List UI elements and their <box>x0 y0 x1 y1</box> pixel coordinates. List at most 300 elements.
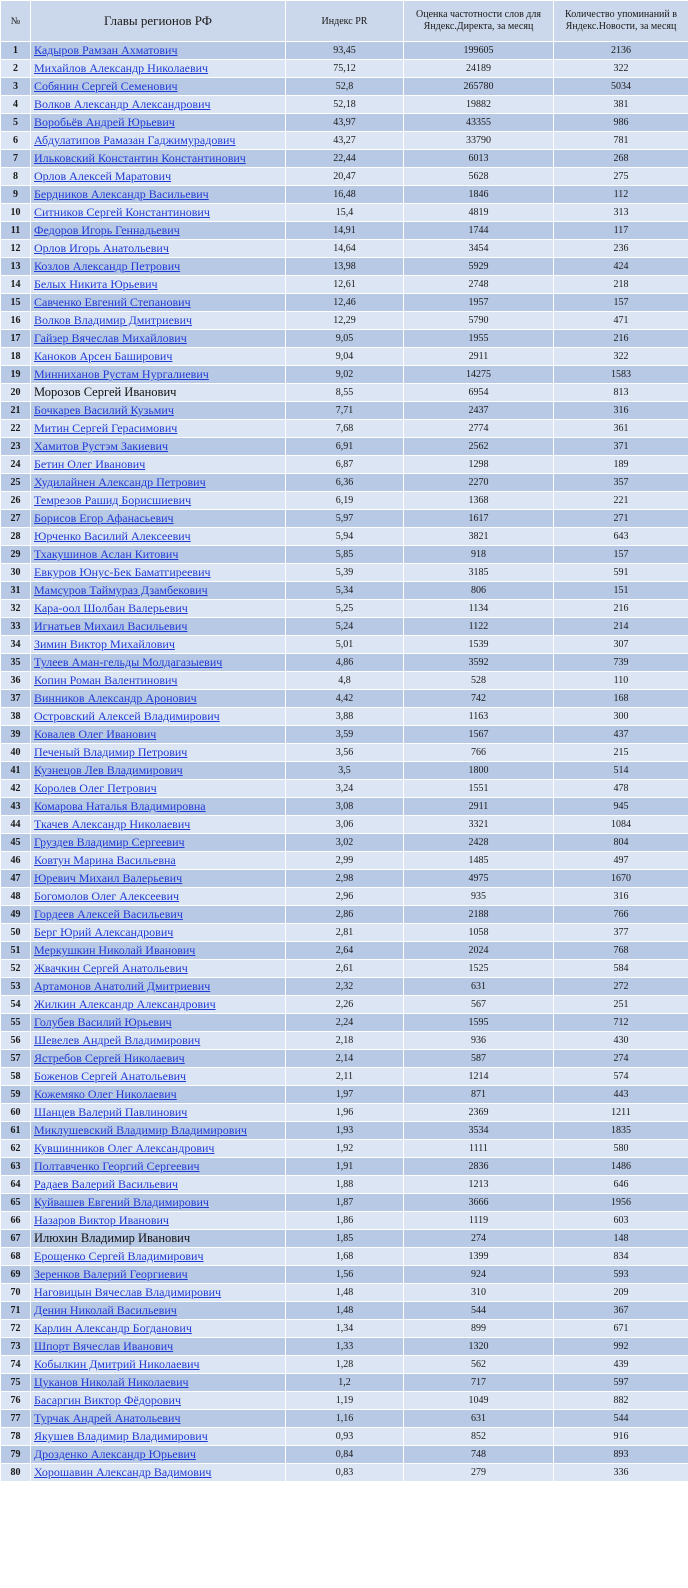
frequency-value: 1163 <box>404 708 554 726</box>
governor-name-link[interactable]: Ильковский Константин Константинович <box>34 151 246 165</box>
row-number: 14 <box>1 276 31 294</box>
governor-name-cell <box>31 204 286 222</box>
pr-index-value: 2,32 <box>286 978 404 996</box>
governor-name-cell <box>31 60 286 78</box>
header-num: № <box>1 1 31 42</box>
row-number: 79 <box>1 1446 31 1464</box>
governor-name-link[interactable]: Винников Александр Аронович <box>34 691 197 705</box>
frequency-value: 5790 <box>404 312 554 330</box>
governor-name-cell <box>31 762 286 780</box>
table-row <box>1 978 688 996</box>
frequency-value: 1567 <box>404 726 554 744</box>
row-number: 15 <box>1 294 31 312</box>
mentions-value: 497 <box>554 852 688 870</box>
frequency-value: 766 <box>404 744 554 762</box>
row-number: 28 <box>1 528 31 546</box>
governor-name-link[interactable]: Тхакушинов Аслан Китович <box>34 547 179 561</box>
frequency-value: 1134 <box>404 600 554 618</box>
governor-name-link[interactable]: Бердников Александр Васильевич <box>34 187 209 201</box>
pr-index-value: 2,86 <box>286 906 404 924</box>
governor-name-link[interactable]: Королев Олег Петрович <box>34 781 157 795</box>
mentions-value: 882 <box>554 1392 688 1410</box>
governor-name-link[interactable]: Минниханов Рустам Нургалиевич <box>34 367 209 381</box>
governor-name-link[interactable]: Жилкин Александр Александрович <box>34 997 216 1011</box>
row-number: 30 <box>1 564 31 582</box>
row-number: 44 <box>1 816 31 834</box>
table-row <box>1 564 688 582</box>
mentions-value: 268 <box>554 150 688 168</box>
governor-name-link[interactable]: Дрозденко Александр Юрьевич <box>34 1447 196 1461</box>
table-row <box>1 402 688 420</box>
frequency-value: 1551 <box>404 780 554 798</box>
table-row <box>1 1068 688 1086</box>
governor-name-cell <box>31 528 286 546</box>
table-row <box>1 1194 688 1212</box>
row-number: 49 <box>1 906 31 924</box>
frequency-value: 2369 <box>404 1104 554 1122</box>
frequency-value: 1957 <box>404 294 554 312</box>
table-row <box>1 294 688 312</box>
pr-index-value: 3,56 <box>286 744 404 762</box>
governor-name-link[interactable]: Якушев Владимир Владимирович <box>34 1429 208 1443</box>
table-row <box>1 150 688 168</box>
table-row <box>1 366 688 384</box>
governor-name-link[interactable]: Кобылкин Дмитрий Николаевич <box>34 1357 200 1371</box>
row-number: 70 <box>1 1284 31 1302</box>
mentions-value: 580 <box>554 1140 688 1158</box>
mentions-value: 471 <box>554 312 688 330</box>
row-number: 39 <box>1 726 31 744</box>
governor-name-link[interactable]: Орлов Алексей Маратович <box>34 169 172 183</box>
governor-name-cell <box>31 942 286 960</box>
governor-name-link[interactable]: Ковалев Олег Иванович <box>34 727 157 741</box>
governor-name-link[interactable]: Мамсуров Таймураз Дзамбекович <box>34 583 208 597</box>
mentions-value: 112 <box>554 186 688 204</box>
row-number: 35 <box>1 654 31 672</box>
mentions-value: 437 <box>554 726 688 744</box>
frequency-value: 279 <box>404 1464 554 1482</box>
governor-name-cell <box>31 366 286 384</box>
frequency-value: 631 <box>404 978 554 996</box>
governor-name-link[interactable]: Темрезов Рашид Борисшиевич <box>34 493 192 507</box>
row-number: 41 <box>1 762 31 780</box>
mentions-value: 148 <box>554 1230 688 1248</box>
governor-name-link[interactable]: Наговицын Вячеслав Владимирович <box>34 1285 222 1299</box>
table-row <box>1 1104 688 1122</box>
frequency-value: 587 <box>404 1050 554 1068</box>
row-number: 42 <box>1 780 31 798</box>
pr-index-value: 1,19 <box>286 1392 404 1410</box>
row-number: 12 <box>1 240 31 258</box>
mentions-value: 322 <box>554 60 688 78</box>
pr-index-value: 1,68 <box>286 1248 404 1266</box>
governor-name-link[interactable]: Хорошавин Александр Вадимович <box>34 1465 212 1479</box>
governor-name-cell <box>31 186 286 204</box>
governor-name-link[interactable]: Хамитов Рустэм Закиевич <box>34 439 168 453</box>
governor-name-link[interactable]: Абдулатипов Рамазан Гаджимурадович <box>34 133 236 147</box>
governor-name-cell <box>31 276 286 294</box>
pr-index-value: 14,91 <box>286 222 404 240</box>
governor-name-link[interactable]: Ткачев Александр Николаевич <box>34 817 191 831</box>
governor-name-link[interactable]: Воробьёв Андрей Юрьевич <box>34 115 175 129</box>
pr-index-value: 1,28 <box>286 1356 404 1374</box>
governor-name-link[interactable]: Бочкарев Василий Кузьмич <box>34 403 174 417</box>
frequency-value: 2748 <box>404 276 554 294</box>
pr-index-value: 0,84 <box>286 1446 404 1464</box>
pr-index-value: 2,18 <box>286 1032 404 1050</box>
mentions-value: 5034 <box>554 78 688 96</box>
governor-name-cell <box>31 1176 286 1194</box>
governor-name-link[interactable]: Басаргин Виктор Фёдорович <box>34 1393 181 1407</box>
header-name: Главы регионов РФ <box>31 1 286 42</box>
table-row <box>1 78 688 96</box>
pr-index-value: 2,64 <box>286 942 404 960</box>
table-row <box>1 1050 688 1068</box>
row-number: 33 <box>1 618 31 636</box>
mentions-value: 357 <box>554 474 688 492</box>
pr-index-value: 8,55 <box>286 384 404 402</box>
pr-index-value: 43,97 <box>286 114 404 132</box>
pr-index-value: 5,24 <box>286 618 404 636</box>
mentions-value: 834 <box>554 1248 688 1266</box>
table-row <box>1 1230 688 1248</box>
governor-name-cell <box>31 600 286 618</box>
mentions-value: 157 <box>554 546 688 564</box>
governor-name-cell <box>31 798 286 816</box>
governor-name-link[interactable]: Артамонов Анатолий Дмитриевич <box>34 979 211 993</box>
frequency-value: 1214 <box>404 1068 554 1086</box>
row-number: 36 <box>1 672 31 690</box>
governor-name-link[interactable]: Голубев Василий Юрьевич <box>34 1015 172 1029</box>
row-number: 45 <box>1 834 31 852</box>
mentions-value: 591 <box>554 564 688 582</box>
row-number: 63 <box>1 1158 31 1176</box>
governor-name-link[interactable]: Куйвашев Евгений Владимирович <box>34 1195 209 1209</box>
row-number: 2 <box>1 60 31 78</box>
table-row <box>1 888 688 906</box>
governor-name-link[interactable]: Радаев Валерий Васильевич <box>34 1177 179 1191</box>
governor-name-link[interactable]: Кожемяко Олег Николаевич <box>34 1087 177 1101</box>
governor-name-cell <box>31 1266 286 1284</box>
governor-name-cell <box>31 420 286 438</box>
governor-name-link[interactable]: Карлин Александр Богданович <box>34 1321 192 1335</box>
governor-name-cell <box>31 132 286 150</box>
table-row <box>1 348 688 366</box>
pr-index-value: 5,85 <box>286 546 404 564</box>
governor-name-cell <box>31 1284 286 1302</box>
pr-index-value: 1,92 <box>286 1140 404 1158</box>
governor-name-cell <box>31 294 286 312</box>
governor-name-link[interactable]: Белых Никита Юрьевич <box>34 277 158 291</box>
frequency-value: 1485 <box>404 852 554 870</box>
frequency-value: 274 <box>404 1230 554 1248</box>
governor-name-cell <box>31 402 286 420</box>
table-row <box>1 1338 688 1356</box>
frequency-value: 1539 <box>404 636 554 654</box>
row-number: 76 <box>1 1392 31 1410</box>
pr-index-value: 2,26 <box>286 996 404 1014</box>
governor-name-link[interactable]: Бетин Олег Иванович <box>34 457 146 471</box>
table-row <box>1 726 688 744</box>
governor-name-link[interactable]: Груздев Владимир Сергеевич <box>34 835 185 849</box>
governor-name-cell <box>31 42 286 60</box>
governor-name-cell <box>31 1032 286 1050</box>
governor-name-link[interactable]: Меркушкин Николай Иванович <box>34 943 196 957</box>
governor-name-link[interactable]: Михайлов Александр Николаевич <box>34 61 209 75</box>
governor-name-link[interactable]: Кувшинников Олег Александрович <box>34 1141 215 1155</box>
governor-name-link[interactable]: Волков Владимир Дмитриевич <box>34 313 193 327</box>
table-row <box>1 780 688 798</box>
governor-name-link[interactable]: Шпорт Вячеслав Иванович <box>34 1339 174 1353</box>
governor-name-link[interactable]: Козлов Александр Петрович <box>34 259 181 273</box>
governor-name-link[interactable]: Игнатьев Михаил Васильевич <box>34 619 188 633</box>
frequency-value: 1955 <box>404 330 554 348</box>
governor-name-link[interactable]: Денин Николай Васильевич <box>34 1303 177 1317</box>
pr-index-value: 2,81 <box>286 924 404 942</box>
governor-name-cell <box>31 492 286 510</box>
governor-name-cell <box>31 1122 286 1140</box>
table-row <box>1 870 688 888</box>
governor-name-link[interactable]: Жвачкин Сергей Анатольевич <box>34 961 188 975</box>
governor-name-link[interactable]: Ковтун Марина Васильевна <box>34 853 176 867</box>
mentions-value: 430 <box>554 1032 688 1050</box>
pr-index-value: 52,18 <box>286 96 404 114</box>
row-number: 71 <box>1 1302 31 1320</box>
governor-name-link[interactable]: Собянин Сергей Семенович <box>34 79 178 93</box>
governor-name-link[interactable]: Турчак Андрей Анатольевич <box>34 1411 181 1425</box>
governor-name-link[interactable]: Назаров Виктор Иванович <box>34 1213 169 1227</box>
governor-name-cell <box>31 654 286 672</box>
row-number: 32 <box>1 600 31 618</box>
governor-name-cell <box>31 672 286 690</box>
table-row <box>1 834 688 852</box>
governor-name-cell <box>31 96 286 114</box>
governor-name-link[interactable]: Савченко Евгений Степанович <box>34 295 191 309</box>
frequency-value: 5929 <box>404 258 554 276</box>
governor-name-cell <box>31 1086 286 1104</box>
governor-name-text: Илюхин Владимир Иванович <box>34 1231 191 1245</box>
pr-index-value: 2,96 <box>286 888 404 906</box>
pr-index-value: 3,08 <box>286 798 404 816</box>
mentions-value: 593 <box>554 1266 688 1284</box>
governor-name-link[interactable]: Ситников Сергей Константинович <box>34 205 210 219</box>
frequency-value: 742 <box>404 690 554 708</box>
mentions-value: 424 <box>554 258 688 276</box>
table-row <box>1 420 688 438</box>
governor-name-link[interactable]: Копин Роман Валентинович <box>34 673 178 687</box>
governor-name-link[interactable]: Кара-оол Шолбан Валерьевич <box>34 601 188 615</box>
governor-name-cell <box>31 384 286 402</box>
pr-index-value: 3,24 <box>286 780 404 798</box>
table-row <box>1 528 688 546</box>
governor-name-cell <box>31 348 286 366</box>
governor-name-cell <box>31 690 286 708</box>
governor-name-link[interactable]: Цуканов Николай Николаевич <box>34 1375 189 1389</box>
governor-name-link[interactable]: Юревич Михаил Валерьевич <box>34 871 183 885</box>
table-row <box>1 672 688 690</box>
row-number: 27 <box>1 510 31 528</box>
governor-name-link[interactable]: Орлов Игорь Анатольевич <box>34 241 169 255</box>
mentions-value: 574 <box>554 1068 688 1086</box>
pr-index-value: 1,2 <box>286 1374 404 1392</box>
governor-name-link[interactable]: Шанцев Валерий Павлинович <box>34 1105 188 1119</box>
mentions-value: 768 <box>554 942 688 960</box>
governor-name-link[interactable]: Тулеев Аман-гельды Молдагазыевич <box>34 655 223 669</box>
frequency-value: 1119 <box>404 1212 554 1230</box>
table-row <box>1 1320 688 1338</box>
table-row <box>1 636 688 654</box>
governor-name-link[interactable]: Берг Юрий Александрович <box>34 925 174 939</box>
row-number: 80 <box>1 1464 31 1482</box>
mentions-value: 2136 <box>554 42 688 60</box>
frequency-value: 717 <box>404 1374 554 1392</box>
row-number: 62 <box>1 1140 31 1158</box>
pr-index-value: 7,71 <box>286 402 404 420</box>
governor-name-link[interactable]: Комарова Наталья Владимировна <box>34 799 206 813</box>
governor-name-link[interactable]: Юрченко Василий Алексеевич <box>34 529 191 543</box>
governor-name-link[interactable]: Боженов Сергей Анатольевич <box>34 1069 187 1083</box>
governor-name-cell <box>31 150 286 168</box>
mentions-value: 443 <box>554 1086 688 1104</box>
pr-index-value: 2,14 <box>286 1050 404 1068</box>
mentions-value: 216 <box>554 600 688 618</box>
pr-index-value: 6,36 <box>286 474 404 492</box>
governor-name-cell <box>31 816 286 834</box>
row-number: 4 <box>1 96 31 114</box>
governor-name-cell <box>31 924 286 942</box>
table-row <box>1 1464 688 1482</box>
governor-name-link[interactable]: Печеный Владимир Петрович <box>34 745 188 759</box>
mentions-value: 151 <box>554 582 688 600</box>
row-number: 57 <box>1 1050 31 1068</box>
frequency-value: 2437 <box>404 402 554 420</box>
governor-name-link[interactable]: Полтавченко Георгий Сергеевич <box>34 1159 200 1173</box>
pr-index-value: 5,39 <box>286 564 404 582</box>
frequency-value: 528 <box>404 672 554 690</box>
mentions-value: 603 <box>554 1212 688 1230</box>
governor-name-link[interactable]: Островский Алексей Владимирович <box>34 709 220 723</box>
table-row <box>1 762 688 780</box>
table-row <box>1 186 688 204</box>
governor-name-cell <box>31 564 286 582</box>
governor-name-link[interactable]: Ерощенко Сергей Владимирович <box>34 1249 204 1263</box>
table-row <box>1 546 688 564</box>
table-row <box>1 708 688 726</box>
mentions-value: 209 <box>554 1284 688 1302</box>
mentions-value: 307 <box>554 636 688 654</box>
pr-index-value: 1,93 <box>286 1122 404 1140</box>
governor-name-cell <box>31 1194 286 1212</box>
governor-name-link[interactable]: Кадыров Рамзан Ахматович <box>34 43 178 57</box>
frequency-value: 631 <box>404 1410 554 1428</box>
governor-name-link[interactable]: Борисов Егор Афанасьевич <box>34 511 174 525</box>
pr-index-value: 93,45 <box>286 42 404 60</box>
frequency-value: 935 <box>404 888 554 906</box>
table-row <box>1 330 688 348</box>
governor-name-link[interactable]: Кузнецов Лев Владимирович <box>34 763 183 777</box>
governor-name-cell <box>31 1356 286 1374</box>
mentions-value: 1835 <box>554 1122 688 1140</box>
row-number: 31 <box>1 582 31 600</box>
governor-name-link[interactable]: Митин Сергей Герасимович <box>34 421 178 435</box>
governor-name-cell <box>31 636 286 654</box>
governor-name-link[interactable]: Богомолов Олег Алексеевич <box>34 889 180 903</box>
row-number: 23 <box>1 438 31 456</box>
row-number: 40 <box>1 744 31 762</box>
mentions-value: 275 <box>554 168 688 186</box>
mentions-value: 646 <box>554 1176 688 1194</box>
frequency-value: 3666 <box>404 1194 554 1212</box>
pr-index-value: 6,87 <box>286 456 404 474</box>
frequency-value: 265780 <box>404 78 554 96</box>
row-number: 38 <box>1 708 31 726</box>
governor-name-cell <box>31 834 286 852</box>
governor-name-link[interactable]: Зеренков Валерий Георгиевич <box>34 1267 188 1281</box>
governor-name-cell <box>31 222 286 240</box>
mentions-value: 1670 <box>554 870 688 888</box>
pr-index-value: 12,61 <box>286 276 404 294</box>
governor-name-link[interactable]: Каноков Арсен Баширович <box>34 349 173 363</box>
frequency-value: 6954 <box>404 384 554 402</box>
mentions-value: 945 <box>554 798 688 816</box>
frequency-value: 1800 <box>404 762 554 780</box>
table-row <box>1 240 688 258</box>
table-row <box>1 1248 688 1266</box>
row-number: 13 <box>1 258 31 276</box>
governor-name-link[interactable]: Ястребов Сергей Николаевич <box>34 1051 185 1065</box>
row-number: 77 <box>1 1410 31 1428</box>
governor-name-cell <box>31 1392 286 1410</box>
governor-name-link[interactable]: Гайзер Вячеслав Михайлович <box>34 331 187 345</box>
governor-name-link[interactable]: Шевелев Андрей Владимирович <box>34 1033 201 1047</box>
frequency-value: 748 <box>404 1446 554 1464</box>
governor-name-link[interactable]: Худилайнен Александр Петрович <box>34 475 206 489</box>
mentions-value: 766 <box>554 906 688 924</box>
row-number: 64 <box>1 1176 31 1194</box>
pr-index-value: 2,98 <box>286 870 404 888</box>
governor-name-link[interactable]: Федоров Игорь Геннадьевич <box>34 223 180 237</box>
row-number: 10 <box>1 204 31 222</box>
governor-name-cell <box>31 1068 286 1086</box>
row-number: 20 <box>1 384 31 402</box>
governor-name-link[interactable]: Гордеев Алексей Васильевич <box>34 907 183 921</box>
governor-name-link[interactable]: Евкуров Юнус-Бек Баматгиреевич <box>34 565 211 579</box>
mentions-value: 597 <box>554 1374 688 1392</box>
row-number: 8 <box>1 168 31 186</box>
row-number: 7 <box>1 150 31 168</box>
governor-name-link[interactable]: Зимин Виктор Михайлович <box>34 637 175 651</box>
pr-index-value: 5,94 <box>286 528 404 546</box>
governor-name-cell <box>31 1104 286 1122</box>
table-row <box>1 816 688 834</box>
mentions-value: 804 <box>554 834 688 852</box>
frequency-value: 3185 <box>404 564 554 582</box>
mentions-value: 1084 <box>554 816 688 834</box>
governor-name-link[interactable]: Волков Александр Александрович <box>34 97 211 111</box>
governor-name-link[interactable]: Миклушевский Владимир Владимирович <box>34 1123 247 1137</box>
table-row <box>1 744 688 762</box>
table-row <box>1 654 688 672</box>
frequency-value: 24189 <box>404 60 554 78</box>
frequency-value: 6013 <box>404 150 554 168</box>
table-row <box>1 42 688 60</box>
row-number: 66 <box>1 1212 31 1230</box>
frequency-value: 3454 <box>404 240 554 258</box>
pr-index-value: 1,33 <box>286 1338 404 1356</box>
governor-name-cell <box>31 870 286 888</box>
frequency-value: 1049 <box>404 1392 554 1410</box>
row-number: 75 <box>1 1374 31 1392</box>
